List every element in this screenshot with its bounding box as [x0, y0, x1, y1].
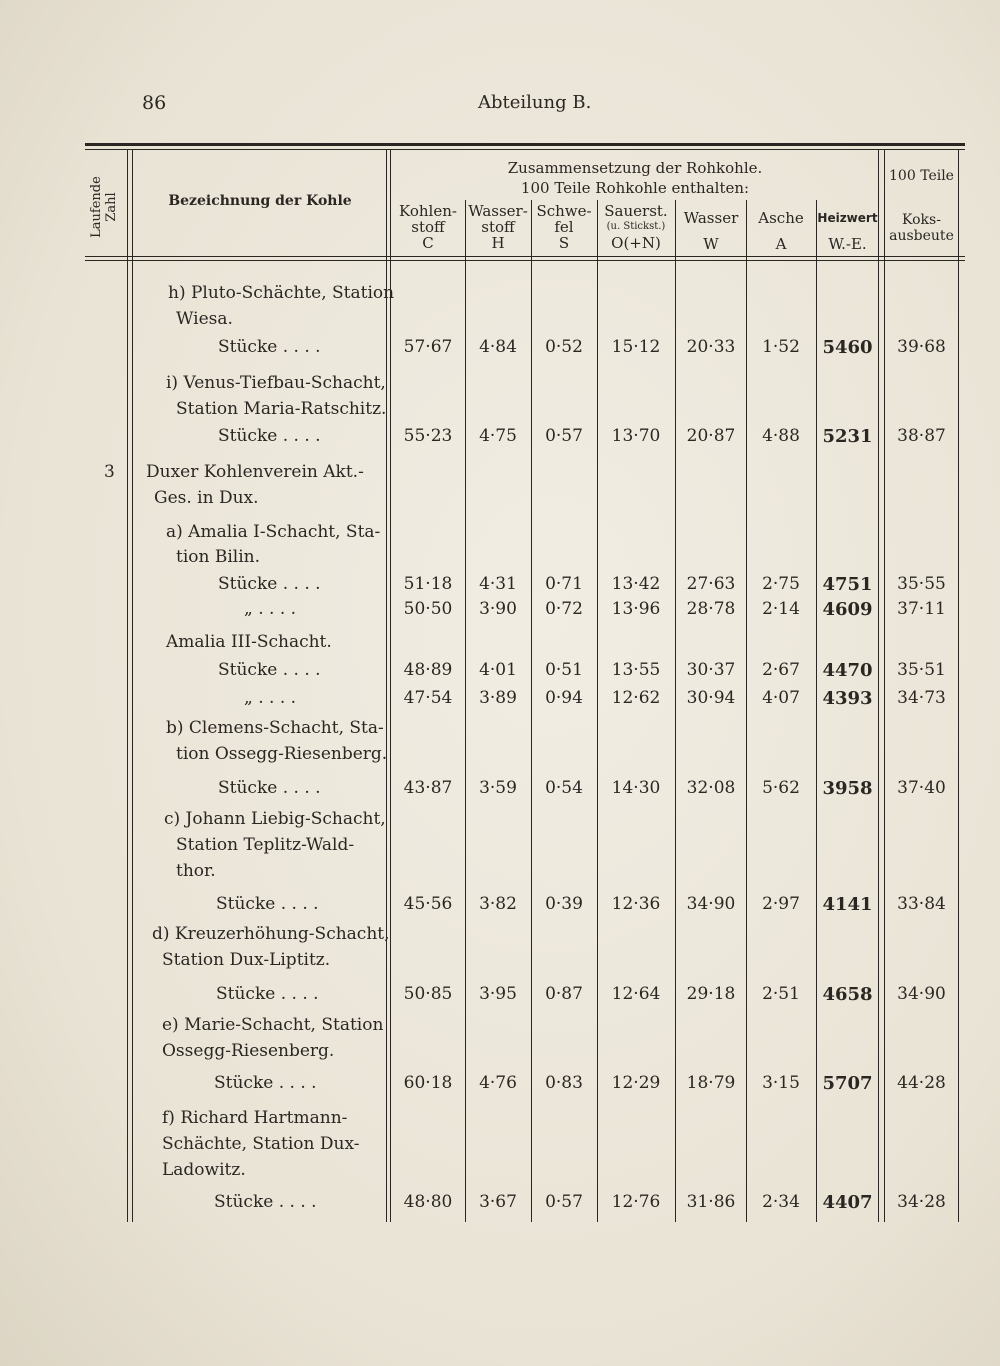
top-rule [85, 143, 965, 146]
cell-c: 51·18 [403, 574, 453, 594]
cell-k: 35·51 [897, 660, 946, 680]
cell-w: 30·37 [686, 660, 736, 680]
label-hartmann: f) Richard Hartmann- [162, 1108, 348, 1128]
cell-w: 28·78 [686, 599, 736, 619]
col-divider-lz-2 [132, 150, 133, 1222]
cell-we: 5231 [822, 426, 873, 447]
col-divider-we [878, 150, 879, 1222]
label-amalia-1-2: tion Bilin. [176, 547, 261, 567]
cell-h: 4·01 [479, 660, 517, 680]
header-koks-top: 100 Teile [889, 168, 954, 184]
cell-c: 55·23 [403, 426, 453, 446]
cell-s: 0·83 [545, 1073, 583, 1093]
header-heizwert: Heizwert W.-E. [817, 211, 878, 253]
cell-o: 13·42 [611, 574, 661, 594]
cell-a: 2·51 [762, 984, 800, 1004]
cell-c: 57·67 [403, 337, 453, 357]
col-divider-name-2 [390, 150, 391, 1222]
cell-we: 4751 [822, 574, 873, 595]
header-laufende-zahl: Laufende Zahl [89, 176, 119, 238]
cell-s: 0·39 [545, 894, 583, 914]
row-label: Stücke . . . . [218, 778, 321, 798]
header-sauerstoff: Sauerst. (u. Stickst.) O(+N) [604, 202, 668, 252]
cell-we: 4141 [822, 894, 873, 915]
cell-h: 4·75 [479, 426, 517, 446]
cell-h: 3·95 [479, 984, 517, 1004]
row-label: Stücke . . . . [218, 660, 321, 680]
cell-h: 4·76 [479, 1073, 517, 1093]
label-marie-2: Ossegg-Riesenberg. [162, 1041, 335, 1061]
header-bottom-rule-2 [85, 260, 965, 261]
cell-we: 4658 [822, 984, 873, 1005]
cell-a: 2·97 [762, 894, 800, 914]
label-liebig: c) Johann Liebig-Schacht, [164, 809, 386, 829]
cell-w: 29·18 [686, 984, 736, 1004]
cell-a: 2·34 [762, 1192, 800, 1212]
row-label: Stücke . . . . [218, 337, 321, 357]
cell-we: 4470 [822, 660, 873, 681]
top-rule-thin [85, 149, 965, 150]
cell-c: 50·85 [403, 984, 453, 1004]
row-label: Stücke . . . . [214, 1073, 317, 1093]
header-koks: Koks- ausbeute [889, 212, 954, 244]
cell-s: 0·51 [545, 660, 583, 680]
cell-k: 39·68 [897, 337, 946, 357]
cell-w: 20·87 [686, 426, 736, 446]
cell-w: 34·90 [686, 894, 736, 914]
cell-k: 34·73 [897, 688, 946, 708]
cell-k: 34·90 [897, 984, 946, 1004]
header-wasserstoff: Wasser- stoff H [468, 202, 528, 252]
cell-s: 0·57 [545, 1192, 583, 1212]
cell-c: 47·54 [403, 688, 453, 708]
header-group-title: Zusammensetzung der Rohkohle. [507, 159, 763, 177]
cell-o: 12·29 [611, 1073, 661, 1093]
cell-a: 4·88 [762, 426, 800, 446]
cell-we: 4407 [822, 1192, 873, 1213]
cell-a: 1·52 [762, 337, 800, 357]
cell-o: 13·55 [611, 660, 661, 680]
label-duxer: Duxer Kohlenverein Akt.- [146, 462, 364, 482]
label-amalia-1: a) Amalia I-Schacht, Sta- [166, 522, 381, 542]
cell-s: 0·94 [545, 688, 583, 708]
cell-o: 13·96 [611, 599, 661, 619]
cell-s: 0·57 [545, 426, 583, 446]
cell-o: 12·76 [611, 1192, 661, 1212]
cell-h: 3·82 [479, 894, 517, 914]
row-label: Stücke . . . . [216, 894, 319, 914]
cell-we: 4393 [822, 688, 873, 709]
cell-o: 14·30 [611, 778, 661, 798]
row-label: „ . . . . [244, 599, 297, 619]
col-divider-lz [127, 150, 128, 1222]
header-wasser: Wasser W [683, 209, 739, 253]
label-kreuzerhoehung: d) Kreuzerhöhung-Schacht, [152, 924, 390, 944]
label-pluto-2: Wiesa. [176, 309, 233, 329]
label-marie: e) Marie-Schacht, Station [162, 1015, 384, 1035]
cell-k: 35·55 [897, 574, 946, 594]
cell-w: 32·08 [686, 778, 736, 798]
cell-we: 3958 [822, 778, 873, 799]
cell-s: 0·72 [545, 599, 583, 619]
cell-k: 33·84 [897, 894, 946, 914]
label-kreuzerhoehung-2: Station Dux-Liptitz. [162, 950, 331, 970]
cell-w: 30·94 [686, 688, 736, 708]
cell-we: 4609 [822, 599, 873, 620]
label-liebig-2: Station Teplitz-Wald- [176, 835, 355, 855]
cell-h: 4·84 [479, 337, 517, 357]
cell-a: 2·67 [762, 660, 800, 680]
cell-we: 5460 [822, 337, 873, 358]
cell-h: 3·90 [479, 599, 517, 619]
row-label: Stücke . . . . [214, 1192, 317, 1212]
cell-w: 18·79 [686, 1073, 736, 1093]
page-number: 86 [142, 92, 167, 114]
cell-h: 3·89 [479, 688, 517, 708]
cell-k: 44·28 [897, 1073, 946, 1093]
header-schwefel: Schwe- fel S [536, 202, 592, 252]
col-divider-right [958, 150, 959, 1222]
cell-w: 31·86 [686, 1192, 736, 1212]
label-clemens: b) Clemens-Schacht, Sta- [166, 718, 384, 738]
cell-c: 45·56 [403, 894, 453, 914]
label-duxer-2: Ges. in Dux. [154, 488, 259, 508]
cell-a: 2·14 [762, 599, 800, 619]
cell-a: 2·75 [762, 574, 800, 594]
cell-k: 34·28 [897, 1192, 946, 1212]
section-title: Abteilung B. [478, 92, 592, 113]
label-venus: i) Venus-Tiefbau-Schacht, [166, 373, 386, 393]
cell-s: 0·87 [545, 984, 583, 1004]
label-clemens-2: tion Ossegg-Riesenberg. [176, 744, 388, 764]
label-venus-2: Station Maria-Ratschitz. [176, 399, 387, 419]
header-kohlenstoff: Kohlen- stoff C [399, 202, 457, 252]
cell-h: 4·31 [479, 574, 517, 594]
label-amalia-3: Amalia III-Schacht. [166, 632, 332, 652]
cell-h: 3·67 [479, 1192, 517, 1212]
cell-c: 48·89 [403, 660, 453, 680]
cell-s: 0·54 [545, 778, 583, 798]
cell-c: 60·18 [403, 1073, 453, 1093]
cell-o: 13·70 [611, 426, 661, 446]
row-label: „ . . . . [244, 688, 297, 708]
cell-s: 0·71 [545, 574, 583, 594]
cell-a: 3·15 [762, 1073, 800, 1093]
cell-a: 5·62 [762, 778, 800, 798]
cell-a: 4·07 [762, 688, 800, 708]
cell-s: 0·52 [545, 337, 583, 357]
col-divider-we-2 [884, 150, 885, 1222]
header-bottom-rule [85, 256, 965, 257]
row-label: Stücke . . . . [216, 984, 319, 1004]
header-asche: Asche A [758, 209, 804, 253]
cell-c: 43·87 [403, 778, 453, 798]
cell-h: 3·59 [479, 778, 517, 798]
cell-w: 20·33 [686, 337, 736, 357]
label-hartmann-2: Schächte, Station Dux- [162, 1134, 360, 1154]
cell-c: 48·80 [403, 1192, 453, 1212]
cell-k: 37·40 [897, 778, 946, 798]
cell-w: 27·63 [686, 574, 736, 594]
cell-k: 38·87 [897, 426, 946, 446]
laufende-zahl-3: 3 [104, 462, 115, 482]
cell-o: 12·64 [611, 984, 661, 1004]
label-hartmann-3: Ladowitz. [162, 1160, 246, 1180]
cell-c: 50·50 [403, 599, 453, 619]
cell-k: 37·11 [897, 599, 946, 619]
col-divider-name [386, 150, 387, 1222]
cell-we: 5707 [822, 1073, 873, 1094]
row-label: Stücke . . . . [218, 426, 321, 446]
cell-o: 12·36 [611, 894, 661, 914]
label-pluto: h) Pluto-Schächte, Station [168, 283, 395, 303]
label-liebig-3: thor. [176, 861, 216, 881]
cell-o: 15·12 [611, 337, 661, 357]
cell-o: 12·62 [611, 688, 661, 708]
header-group-subtitle: 100 Teile Rohkohle enthalten: [520, 179, 750, 197]
header-bezeichnung: Bezeichnung der Kohle [168, 193, 352, 209]
row-label: Stücke . . . . [218, 574, 321, 594]
